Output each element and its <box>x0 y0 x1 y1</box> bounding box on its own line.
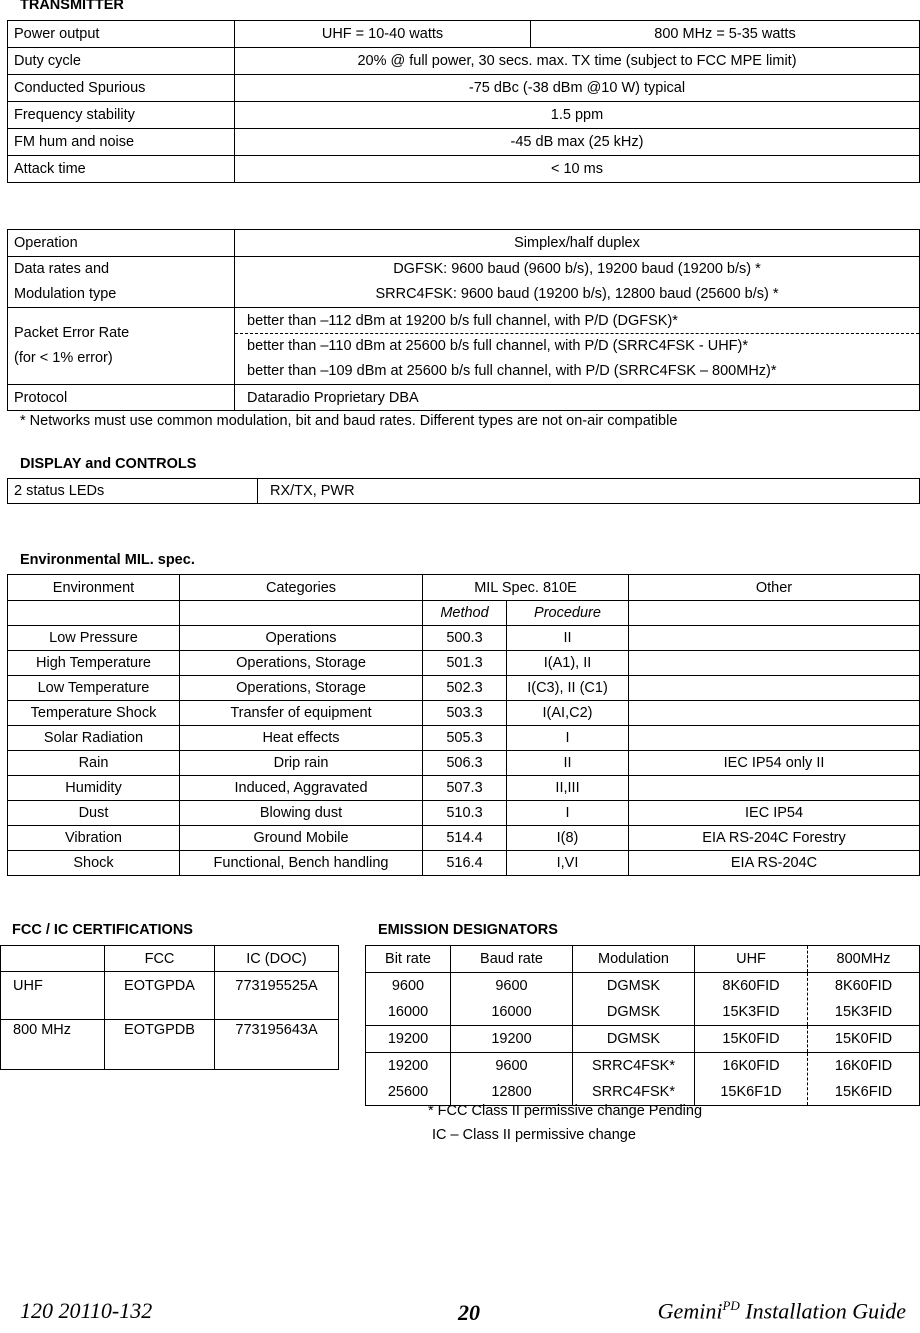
table-row <box>8 102 920 129</box>
category-cell: Operations, Storage <box>180 676 423 701</box>
display-value: RX/TX, PWR <box>258 479 920 504</box>
cell-line: 15K0FID <box>722 1031 780 1047</box>
row-value: < 10 ms <box>235 156 920 183</box>
col-environment: Environment <box>8 575 180 601</box>
method-cell: 514.4 <box>423 826 507 851</box>
per-label-line1: Packet Error Rate <box>14 325 130 341</box>
other-cell <box>629 726 920 751</box>
cell-line: 15K3FID <box>722 1004 780 1020</box>
table-row <box>8 129 920 156</box>
footer-product-suffix: PD <box>722 1298 740 1313</box>
table-row <box>8 751 920 776</box>
other-cell: IEC IP54 <box>629 801 920 826</box>
operation-label: Operation <box>8 230 235 257</box>
procedure-cell: I <box>507 801 629 826</box>
procedure-cell: I(AI,C2) <box>507 701 629 726</box>
table-row <box>8 75 920 102</box>
blank-cell <box>180 601 423 626</box>
procedure-cell: II,III <box>507 776 629 801</box>
procedure-cell: I(C3), II (C1) <box>507 676 629 701</box>
method-cell: 516.4 <box>423 851 507 876</box>
col-fcc: FCC <box>105 946 215 972</box>
blank-cell <box>629 601 920 626</box>
table-header-row <box>366 946 920 973</box>
cell-line: 8K60FID <box>834 978 893 994</box>
table-row <box>8 308 920 334</box>
cell-line: 8K60FID <box>722 978 780 994</box>
category-cell: Transfer of equipment <box>180 701 423 726</box>
category-cell: Operations <box>180 626 423 651</box>
data-rates-label-line1: Data rates and <box>14 261 110 277</box>
category-cell: Functional, Bench handling <box>180 851 423 876</box>
environmental-table <box>7 574 920 876</box>
col-ic: IC (DOC) <box>215 946 339 972</box>
per-label-line2: (for < 1% error) <box>14 350 113 366</box>
env-cell: Dust <box>8 801 180 826</box>
procedure-cell: I(8) <box>507 826 629 851</box>
protocol-value: Dataradio Proprietary DBA <box>235 385 920 411</box>
fcc-id-cell: EOTGPDB <box>105 1020 215 1070</box>
table-row <box>8 676 920 701</box>
cell-line: 15K6FID <box>834 1084 893 1100</box>
emission-note-fcc: * FCC Class II permissive change Pending <box>428 1103 703 1119</box>
uhf-cell <box>695 1053 808 1106</box>
baud-rate-cell <box>451 973 573 1026</box>
table-row <box>8 156 920 183</box>
env-cell: Humidity <box>8 776 180 801</box>
table-row <box>366 1026 920 1053</box>
800mhz-cell <box>808 1026 920 1053</box>
table-row <box>1 972 339 1020</box>
other-cell <box>629 626 920 651</box>
other-cell <box>629 676 920 701</box>
table-row <box>8 48 920 75</box>
bit-rate-cell <box>366 973 451 1026</box>
display-heading: DISPLAY and CONTROLS <box>20 456 197 472</box>
procedure-cell: I(A1), II <box>507 651 629 676</box>
col-procedure: Procedure <box>507 601 629 626</box>
method-cell: 502.3 <box>423 676 507 701</box>
other-cell <box>629 776 920 801</box>
env-cell: Temperature Shock <box>8 701 180 726</box>
footer-guide-title <box>658 1298 906 1324</box>
page-number: 20 <box>458 1300 480 1325</box>
per-line3: better than –109 dBm at 25600 b/s full channel, with P/D (SRRC4FSK – 800MHz)* <box>247 363 777 379</box>
table-subheader-row <box>8 601 920 626</box>
800mhz-cell <box>808 1053 920 1106</box>
table-row <box>366 973 920 1026</box>
per-line2: better than –110 dBm at 25600 b/s full channel, with P/D (SRRC4FSK - UHF)* <box>247 338 749 354</box>
col-categories: Categories <box>180 575 423 601</box>
env-cell: High Temperature <box>8 651 180 676</box>
table-row <box>8 626 920 651</box>
modulation-cell <box>573 1053 695 1106</box>
other-cell: EIA RS-204C <box>629 851 920 876</box>
table-row <box>8 230 920 257</box>
blank-cell <box>1 946 105 972</box>
category-cell: Drip rain <box>180 751 423 776</box>
800mhz-cell <box>808 973 920 1026</box>
procedure-cell: I,VI <box>507 851 629 876</box>
env-cell: Rain <box>8 751 180 776</box>
protocol-label: Protocol <box>8 385 235 411</box>
other-cell: IEC IP54 only II <box>629 751 920 776</box>
cell-line: SRRC4FSK* <box>592 1058 675 1074</box>
table-row <box>8 385 920 411</box>
table-row <box>8 651 920 676</box>
category-cell: Blowing dust <box>180 801 423 826</box>
networks-note: * Networks must use common modulation, bit and baud rates. Different types are not on-air compatible <box>20 413 678 429</box>
band-cell: UHF <box>1 972 105 1020</box>
per-line1: better than –112 dBm at 19200 b/s full channel, with P/D (DGFSK)* <box>235 308 920 334</box>
cell-line: DGMSK <box>606 1031 661 1047</box>
footer-product: Gemini <box>657 1298 723 1324</box>
ic-id-cell: 773195525A <box>215 972 339 1020</box>
row-label: FM hum and noise <box>8 129 235 156</box>
cell-line: 19200 <box>491 1031 532 1047</box>
col-baud-rate: Baud rate <box>451 946 573 973</box>
row-value: 1.5 ppm <box>235 102 920 129</box>
footer-doc-number: 120 20110-132 <box>20 1298 153 1323</box>
cell-line: 9600 <box>391 978 425 994</box>
cell-line: 12800 <box>491 1084 532 1100</box>
modulation-cell <box>573 1026 695 1053</box>
table-row <box>8 826 920 851</box>
method-cell: 505.3 <box>423 726 507 751</box>
col-mil-spec: MIL Spec. 810E <box>423 575 629 601</box>
table-header-row <box>8 575 920 601</box>
data-rates-label-line2: Modulation type <box>14 286 117 302</box>
method-cell: 507.3 <box>423 776 507 801</box>
row-label: Duty cycle <box>8 48 235 75</box>
row-label: Power output <box>8 21 235 48</box>
uhf-cell <box>695 1026 808 1053</box>
cell-line: 16K0FID <box>834 1058 893 1074</box>
method-cell: 503.3 <box>423 701 507 726</box>
cell-line: 16000 <box>387 1004 429 1020</box>
env-cell: Shock <box>8 851 180 876</box>
display-label: 2 status LEDs <box>8 479 258 504</box>
cell-line: DGMSK <box>606 978 661 994</box>
procedure-cell: I <box>507 726 629 751</box>
cell-line: 19200 <box>387 1058 429 1074</box>
row-value: 800 MHz = 5-35 watts <box>531 21 920 48</box>
table-row <box>8 851 920 876</box>
transmitter-table <box>7 20 920 183</box>
bit-rate-cell <box>366 1053 451 1106</box>
table-row <box>8 479 920 504</box>
uhf-cell <box>695 973 808 1026</box>
band-cell: 800 MHz <box>1 1020 105 1070</box>
category-cell: Ground Mobile <box>180 826 423 851</box>
environmental-heading: Environmental MIL. spec. <box>20 552 195 568</box>
col-modulation: Modulation <box>573 946 695 973</box>
category-cell: Induced, Aggravated <box>180 776 423 801</box>
cell-line: DGMSK <box>606 1004 661 1020</box>
env-cell: Solar Radiation <box>8 726 180 751</box>
env-cell: Low Temperature <box>8 676 180 701</box>
row-value: 20% @ full power, 30 secs. max. TX time (subject to FCC MPE limit) <box>235 48 920 75</box>
cell-line: 9600 <box>495 978 528 994</box>
emission-note-ic: IC – Class II permissive change <box>432 1127 636 1143</box>
col-method: Method <box>423 601 507 626</box>
data-rates-label <box>8 257 235 308</box>
method-cell: 506.3 <box>423 751 507 776</box>
blank-cell <box>8 601 180 626</box>
fcc-table <box>0 945 339 1070</box>
data-rates-value <box>235 257 920 308</box>
col-uhf: UHF <box>695 946 808 973</box>
table-row <box>8 776 920 801</box>
row-value: UHF = 10-40 watts <box>235 21 531 48</box>
display-table <box>7 478 920 504</box>
row-label: Attack time <box>8 156 235 183</box>
row-label: Conducted Spurious <box>8 75 235 102</box>
cell-line: 16K0FID <box>722 1058 780 1074</box>
category-cell: Heat effects <box>180 726 423 751</box>
table-row <box>8 726 920 751</box>
table-row <box>8 257 920 308</box>
transmitter-heading: TRANSMITTER <box>20 0 124 13</box>
emission-table <box>365 945 920 1106</box>
cell-line: 15K3FID <box>834 1004 893 1020</box>
row-value: -75 dBc (-38 dBm @10 W) typical <box>235 75 920 102</box>
col-800mhz: 800MHz <box>808 946 920 973</box>
footer-guide-text: Installation Guide <box>739 1298 906 1324</box>
data-rates-line2: SRRC4FSK: 9600 baud (19200 b/s), 12800 baud (25600 b/s) * <box>375 286 779 302</box>
per-label <box>8 308 235 385</box>
procedure-cell: II <box>507 751 629 776</box>
other-cell: EIA RS-204C Forestry <box>629 826 920 851</box>
method-cell: 501.3 <box>423 651 507 676</box>
per-value-block <box>235 334 920 385</box>
modulation-cell <box>573 973 695 1026</box>
bit-rate-cell <box>366 1026 451 1053</box>
operation-table <box>7 229 920 411</box>
fcc-id-cell: EOTGPDA <box>105 972 215 1020</box>
col-other: Other <box>629 575 920 601</box>
category-cell: Operations, Storage <box>180 651 423 676</box>
ic-id-cell: 773195643A <box>215 1020 339 1070</box>
method-cell: 500.3 <box>423 626 507 651</box>
row-value: -45 dB max (25 kHz) <box>235 129 920 156</box>
row-label: Frequency stability <box>8 102 235 129</box>
table-row <box>8 801 920 826</box>
cell-line: 16000 <box>491 1004 532 1020</box>
emission-heading: EMISSION DESIGNATORS <box>378 922 558 938</box>
baud-rate-cell <box>451 1026 573 1053</box>
env-cell: Low Pressure <box>8 626 180 651</box>
cell-line: 15K6F1D <box>720 1084 782 1100</box>
env-cell: Vibration <box>8 826 180 851</box>
cell-line: 9600 <box>495 1058 528 1074</box>
table-row <box>366 1053 920 1106</box>
other-cell <box>629 651 920 676</box>
table-row <box>1 1020 339 1070</box>
cell-line: 19200 <box>387 1031 429 1047</box>
cell-line: 15K0FID <box>834 1031 893 1047</box>
cell-line: 25600 <box>387 1084 429 1100</box>
method-cell: 510.3 <box>423 801 507 826</box>
table-row <box>8 701 920 726</box>
baud-rate-cell <box>451 1053 573 1106</box>
procedure-cell: II <box>507 626 629 651</box>
col-bit-rate: Bit rate <box>366 946 451 973</box>
cell-line: SRRC4FSK* <box>592 1084 675 1100</box>
table-row <box>8 21 920 48</box>
operation-value: Simplex/half duplex <box>235 230 920 257</box>
fcc-heading: FCC / IC CERTIFICATIONS <box>12 922 193 938</box>
table-header-row <box>1 946 339 972</box>
data-rates-line1: DGFSK: 9600 baud (9600 b/s), 19200 baud (19200 b/s) * <box>393 261 761 277</box>
other-cell <box>629 701 920 726</box>
